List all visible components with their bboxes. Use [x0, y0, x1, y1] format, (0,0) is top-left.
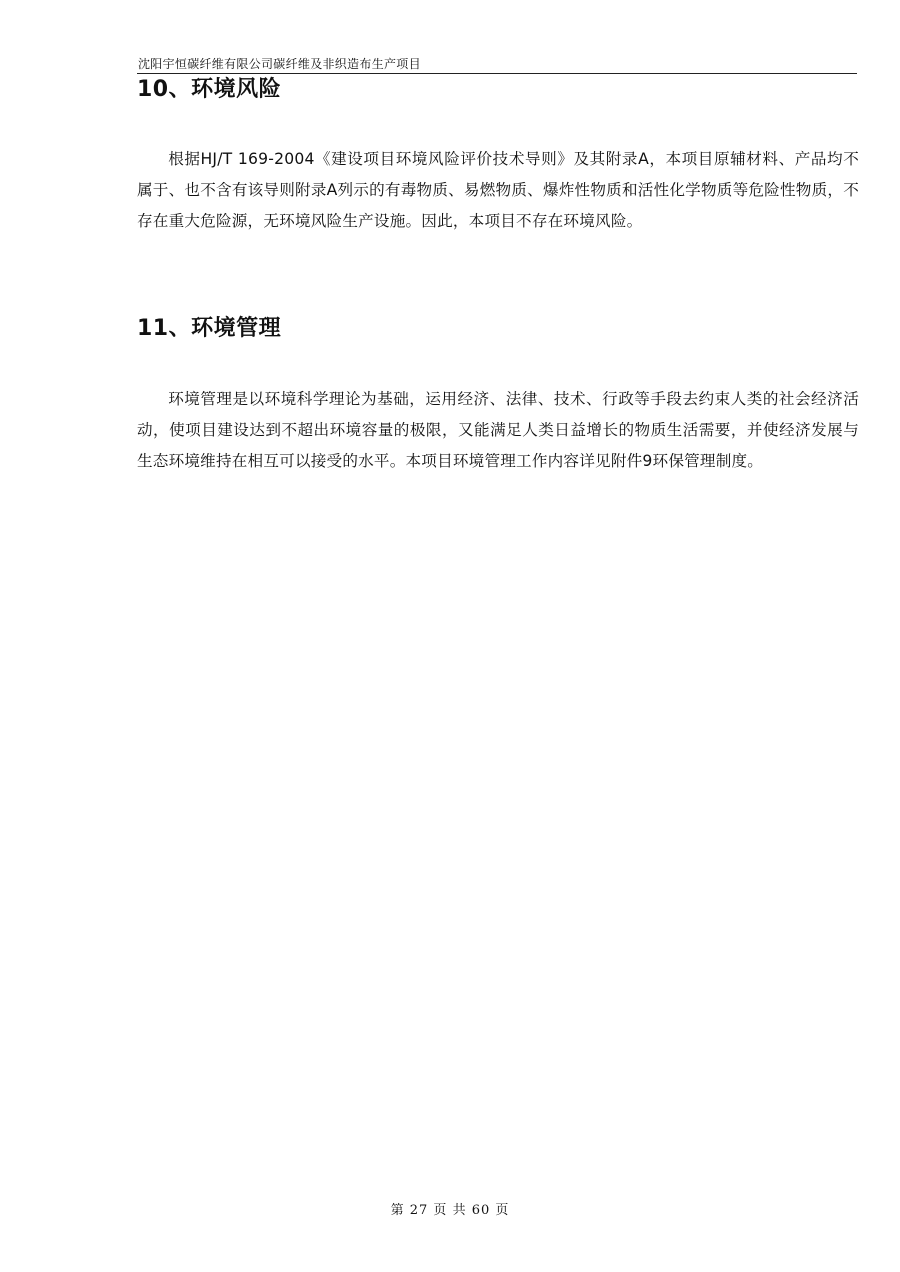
header-text: 沈阳宇恒碳纤维有限公司碳纤维及非织造布生产项目: [138, 57, 421, 71]
section-title: 11、环境管理: [137, 316, 282, 341]
page-number: 第 27 页 共 60 页: [390, 1203, 510, 1218]
page-header: [137, 51, 857, 74]
section-environmental-risk: [137, 76, 859, 237]
section-environmental-management: [137, 315, 859, 477]
section-paragraph: 环境管理是以环境科学理论为基础，运用经济、法律、技术、行政等手段去约束人类的社会经济活动，使项目建设达到不超出环境容量的极限，又能满足人类日益增长的物质生活需要，并使经济发展与生态环境维持在相互可以接受的水平。本项目环境管理工作内容详见附件9环保管理制度。: [137, 390, 859, 470]
section-title: 10、环境风险: [137, 77, 282, 102]
section-paragraph: 根据HJ/T 169-2004《建设项目环境风险评价技术导则》及其附录A，本项目原辅材料、产品均不属于、也不含有该导则附录A列示的有毒物质、易燃物质、爆炸性物质和活性化学物质等危险性物质，不存在重大危险源，无环境风险生产设施。因此，本项目不存在环境风险。: [137, 150, 859, 230]
